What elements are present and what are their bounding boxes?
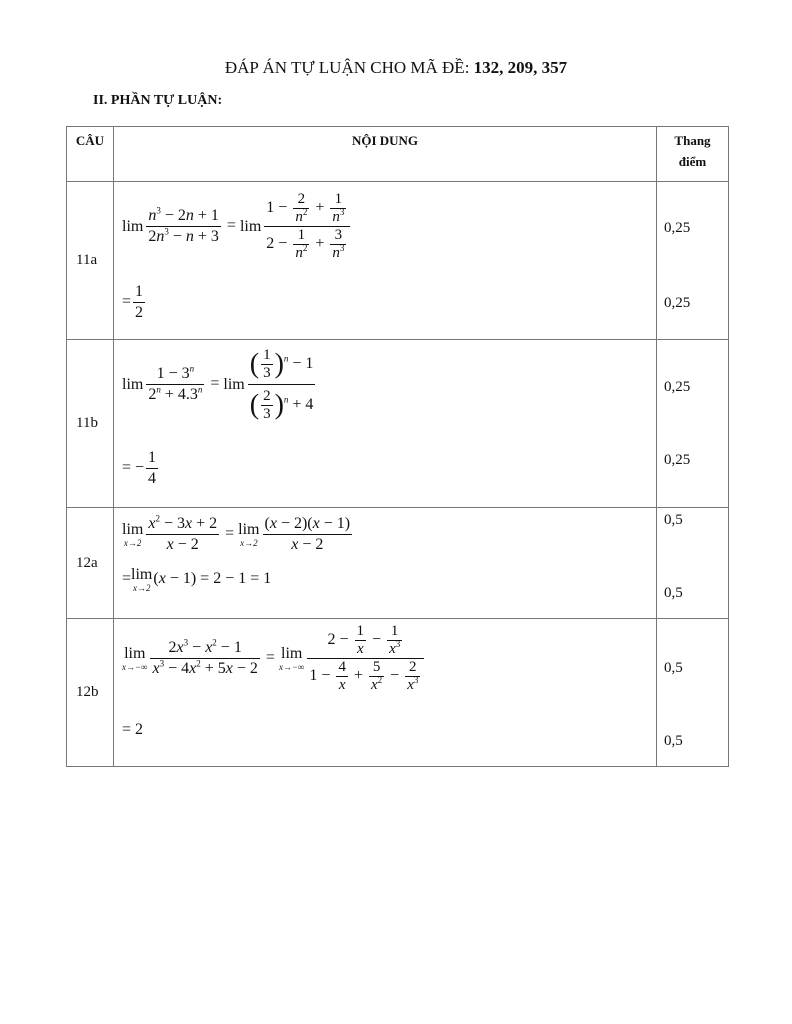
content-cell — [114, 182, 657, 340]
table-row — [67, 340, 729, 508]
formula-12b-result: = 2 — [122, 721, 144, 738]
content-cell — [114, 340, 657, 508]
score-step2: 0,25 — [664, 452, 691, 468]
score-cell — [657, 508, 729, 619]
question-label: 12a — [67, 508, 114, 619]
table-row — [67, 182, 729, 340]
formula-11b-step1: lim $\frac{1 - 3^n}{2^n + 4.3^n}$ = lim ( $\frac{1}{3}$ )$^n$ − 1 ( $\frac{2}{3}$ )$^n$ + 4 — [122, 344, 317, 425]
table-header-row — [67, 127, 729, 182]
score-step2: 0,5 — [664, 585, 683, 601]
question-label: 11b — [67, 340, 114, 508]
content-cell — [114, 619, 657, 767]
formula-12a-step1: lim x→2 $\frac{x^2 - 3x + 2}{x - 2}$ = lim x→2 $\frac{(x - 2)(x - 1)}{x - 2}$ — [122, 513, 351, 553]
content-cell — [114, 508, 657, 619]
answer-table — [66, 126, 729, 767]
score-step2: 0,5 — [664, 733, 683, 749]
section-heading: II. PHẦN TỰ LUẬN: — [93, 93, 223, 108]
page-title: ĐÁP ÁN TỰ LUẬN CHO MÃ ĐỀ: 132, 209, 357 — [224, 58, 568, 77]
formula-12b-step1: lim x→−∞ $\frac{2x^3 - x^2 - 1}{x^3 - 4x^2 + 5x - 2}$ = lim x→−∞ 2 − $\frac{1}{x}$ − $\frac{1}{x^3}$ 1 − $\frac{4}{x}$ + $\frac{5}{x^2}$ − $\frac{2}{x^3}$ — [122, 623, 426, 694]
score-cell — [657, 340, 729, 508]
header-noi-dung: NỘI DUNG — [114, 127, 657, 182]
formula-11a-result: = $\frac{1}{2}$ — [122, 283, 144, 321]
score-step1: 0,5 — [664, 660, 683, 676]
formula-11a-step1: lim $\frac{n^3 - 2n + 1}{2n^3 - n + 3}$ = lim 1 − $\frac{2}{n^2}$ + $\frac{1}{n^3}$ 2 − $\frac{1}{n^2}$ + $\frac{3}{n^3}$ — [122, 191, 352, 262]
question-label: 11a — [67, 182, 114, 340]
score-step1: 0,25 — [664, 379, 691, 395]
score-cell — [657, 619, 729, 767]
exam-codes: 132, 209, 357 — [473, 58, 568, 77]
score-step1: 0,25 — [664, 220, 691, 236]
formula-12a-result: = lim x→2 (x − 1) = 2 − 1 = 1 — [122, 566, 272, 593]
score-step2: 0,25 — [664, 295, 691, 311]
header-cau: CÂU — [67, 127, 114, 182]
score-step1: 0,5 — [664, 512, 683, 528]
score-cell — [657, 182, 729, 340]
question-label: 12b — [67, 619, 114, 767]
table-row — [67, 508, 729, 619]
header-thang-diem: Thang điểm — [657, 127, 729, 182]
table-row — [67, 619, 729, 767]
formula-11b-result: = − $\frac{1}{4}$ — [122, 449, 157, 487]
